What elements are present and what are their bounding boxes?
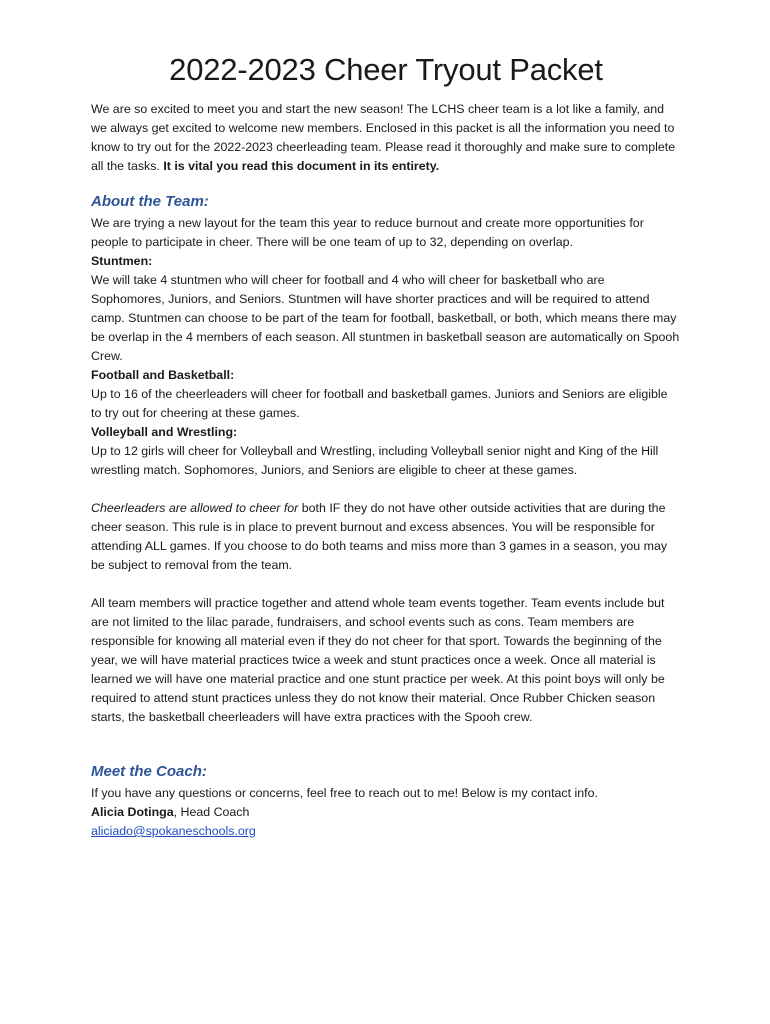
stuntmen-heading: Stuntmen: xyxy=(91,254,153,268)
football-basketball-heading: Football and Basketball: xyxy=(91,368,235,382)
spacer xyxy=(91,575,681,594)
coach-name: Alicia Dotinga xyxy=(91,805,174,819)
coach-email-line xyxy=(91,822,681,841)
document-title: 2022-2023 Cheer Tryout Packet xyxy=(169,52,603,87)
team-paragraph: All team members will practice together and attend whole team events together. Team events include but are not limited to the lilac parade, fundraisers, and school events such as cons. Team members are responsible for knowing all material even if they do not cheer for that sport. Towards the beginning of the year, we will have material practices twice a week and stunt practices once a week. Once all material is learned we will have one material practice and one stunt practice per week. At this point boys will only be required to attend stunt practices unless they do not know their material. Once Rubber Chicken season starts, the basketball cheerleaders will have extra practices with the Spooh crew. xyxy=(91,596,665,724)
both-teams-italic: Cheerleaders are allowed to cheer for xyxy=(91,501,299,515)
about-paragraph: We are trying a new layout for the team this year to reduce burnout and create more opportunities for people to participate in cheer. There will be one team of up to 32, depending on overlap. xyxy=(91,216,644,249)
both-teams-paragraph xyxy=(91,499,681,575)
volleyball-wrestling-heading: Volleyball and Wrestling: xyxy=(91,425,238,439)
intro-emphasis: It is vital you read this document in its entirety. xyxy=(163,159,440,173)
coach-paragraph: If you have any questions or concerns, feel free to reach out to me! Below is my contact info. xyxy=(91,786,598,800)
spacer xyxy=(91,727,681,746)
coach-role: , Head Coach xyxy=(173,805,250,819)
intro-paragraph xyxy=(91,100,681,176)
coach-name-line xyxy=(91,803,681,822)
volleyball-wrestling-paragraph: Up to 12 girls will cheer for Volleyball and Wrestling, including Volleyball senior night and King of the Hill wrestling match. Sophomores, Juniors, and Seniors are eligible to cheer at these games. xyxy=(91,444,659,477)
document-page xyxy=(91,50,681,841)
about-heading: About the Team: xyxy=(91,193,209,210)
stuntmen-paragraph: We will take 4 stuntmen who will cheer for football and 4 who will cheer for basketball who are Sophomores, Juniors, and Seniors. Stuntmen will have shorter practices and will be required to attend camp. Stuntmen can choose to be part of the team for football, basketball, or both, which means there may be overlap in the 4 members of each season. All stuntmen in basketball season are automatically on Spooh Crew. xyxy=(91,273,680,363)
intro-text: We are so excited to meet you and start the new season! The LCHS cheer team is a lot like a family, and we always get excited to welcome new members. Enclosed in this packet is all the information you need to know to try out for the 2022-2023 cheerleading team. Please read it thoroughly and make sure to complete all the tasks. xyxy=(91,102,676,173)
coach-heading: Meet the Coach: xyxy=(91,763,207,780)
spacer xyxy=(91,480,681,499)
football-basketball-paragraph: Up to 16 of the cheerleaders will cheer for football and basketball games. Juniors and Seniors are eligible to try out for cheering at these games. xyxy=(91,387,668,420)
both-teams-text: both IF they do not have other outside activities that are during the cheer season. This rule is in place to prevent burnout and excess absences. You will be responsible for attending ALL games. If you choose to do both teams and miss more than 3 games in a season, you may be subject to removal from the team. xyxy=(91,501,668,572)
coach-email-link[interactable]: aliciado@spokaneschools.org xyxy=(91,824,256,838)
